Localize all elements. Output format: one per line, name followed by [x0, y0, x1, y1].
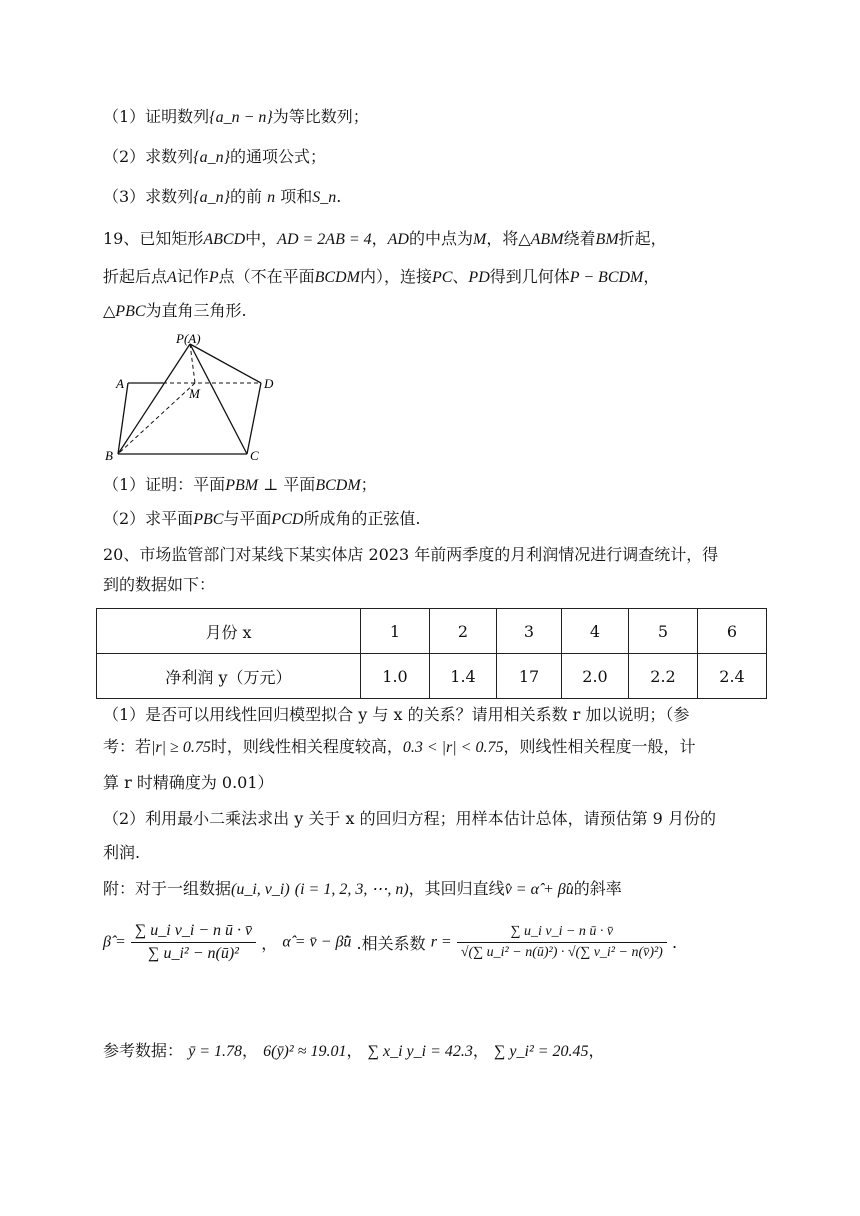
q20-intro-2: 到的数据如下：: [103, 575, 216, 594]
label-m: M: [189, 386, 200, 401]
math: BCDM: [315, 477, 361, 494]
text: 为等比数列；: [272, 107, 369, 126]
table-row: [97, 609, 767, 654]
q19-part2: [103, 508, 421, 531]
math: v̂ = α̂ + β̂u: [504, 881, 574, 898]
q20-part2-line2: 利润.: [103, 843, 141, 862]
table-cell: 2.0: [562, 654, 629, 699]
math-sequence: {a_n}: [193, 149, 230, 166]
math: ȳ = 1.78: [188, 1043, 243, 1060]
appendix-line: [103, 878, 622, 901]
text: ，: [346, 1041, 363, 1060]
math-sn: S_n: [312, 189, 337, 206]
formula-row: [103, 922, 677, 963]
text: 所成角的正弦值.: [303, 509, 421, 528]
text: .: [336, 187, 342, 206]
text: 与平面: [223, 509, 272, 528]
table-cell: 1.0: [361, 654, 430, 699]
math-sequence: {a_n}: [193, 189, 230, 206]
table-cell: 2.4: [698, 654, 767, 699]
table-cell: 1: [361, 609, 430, 654]
text: ，: [242, 1041, 259, 1060]
r-denominator: √(∑ u_i² − n(ū)²) · √(∑ v_i² − n(v̄)²): [460, 945, 663, 960]
table-cell: 17: [497, 654, 562, 699]
math: △ABM: [518, 231, 564, 248]
math: △PBC: [103, 303, 146, 320]
q20-part1-line1: （1）是否可以用线性回归模型拟合 y 与 x 的关系？请用相关系数 r 加以说明；（参: [103, 705, 690, 724]
text: （1）证明数列: [103, 107, 210, 126]
text: ，: [588, 1041, 605, 1060]
reference-data: [103, 1040, 605, 1063]
math: M: [473, 231, 487, 248]
text: 得到几何体: [489, 267, 570, 286]
math: 6(ȳ)² ≈ 19.01: [263, 1043, 347, 1060]
label-pa: P(A): [176, 331, 201, 346]
text: 为直角三角形.: [145, 301, 247, 320]
text: ；: [360, 475, 377, 494]
q19-part1: [103, 474, 377, 497]
text: 项和: [280, 187, 313, 206]
table-cell: 4: [562, 609, 629, 654]
text: 的斜率: [573, 879, 622, 898]
label-a: A: [116, 376, 124, 391]
text: 绕着: [563, 229, 596, 248]
math: |r| ≥ 0.75: [151, 739, 211, 756]
text: 的前: [229, 187, 262, 206]
text: ，则线性相关程度一般，计: [503, 737, 696, 756]
text: 点（不在平面: [218, 267, 315, 286]
text: ，: [472, 1041, 489, 1060]
math: P − BCDM: [569, 269, 644, 286]
text: （1）证明：平面: [103, 475, 226, 494]
perp-symbol: ⊥: [263, 477, 279, 494]
data-table: [96, 608, 767, 699]
text: 的通项公式；: [229, 147, 326, 166]
table-cell: 2.2: [629, 654, 698, 699]
text: （2）求平面: [103, 509, 194, 528]
text: （3）求数列: [103, 187, 194, 206]
label-c: C: [250, 448, 259, 463]
q18-part1: [103, 106, 369, 129]
math: A: [167, 269, 177, 286]
q20-part1-line2: [103, 736, 695, 759]
math: 0.3 < |r| < 0.75: [402, 739, 504, 756]
math: ∑ y_i² = 20.45: [493, 1043, 589, 1060]
beta-numerator: ∑ u_i v_i − n ū · v̄: [131, 922, 256, 943]
text: .: [671, 933, 678, 952]
table-cell: 3: [497, 609, 562, 654]
text: 中，: [245, 229, 278, 248]
text: ，将: [486, 229, 519, 248]
text: ，: [371, 229, 388, 248]
math: PD: [468, 269, 490, 286]
q20-intro-1: 20、市场监管部门对某线下某实体店 2023 年前两季度的月利润情况进行调查统计，得: [103, 545, 719, 564]
math: BCDM: [314, 269, 360, 286]
math: AD: [387, 231, 409, 248]
math-sequence: {a_n − n}: [209, 109, 273, 126]
math: (u_i, v_i): [231, 881, 290, 898]
r-symbol: r =: [430, 933, 452, 951]
math: PCD: [271, 511, 304, 528]
table-header-cell: 净利润 y（万元）: [97, 654, 361, 699]
text: 考：若: [103, 737, 152, 756]
table-cell: 1.4: [430, 654, 497, 699]
text: 记作: [176, 267, 209, 286]
math: (i = 1, 2, 3, ⋯, n): [294, 881, 409, 898]
table-header-cell: 月份 x: [97, 609, 361, 654]
q19-line3: [103, 300, 247, 323]
math-n: n: [267, 189, 276, 206]
q19-line2: [103, 266, 659, 289]
text: 折起后点: [103, 267, 168, 286]
math: BM: [595, 231, 619, 248]
math: PBC: [193, 511, 224, 528]
label-d: D: [264, 376, 274, 391]
label-b: B: [105, 448, 113, 463]
q18-part2: [103, 146, 326, 169]
beta-hat: β̂ =: [103, 933, 126, 951]
text: 内），连接: [359, 267, 432, 286]
text: 的中点为: [408, 229, 473, 248]
table-row: [97, 654, 767, 699]
math: AD = 2AB = 4: [277, 231, 372, 248]
beta-denominator: ∑ u_i² − n(ū)²: [148, 945, 239, 962]
table-cell: 6: [698, 609, 767, 654]
text: .相关系数: [356, 934, 426, 953]
r-numerator: ∑ u_i v_i − n ū · v̄: [457, 924, 667, 943]
q18-part3: [103, 186, 341, 209]
math: PC: [431, 269, 453, 286]
text: 19、已知矩形: [103, 229, 204, 248]
text: ，: [643, 267, 660, 286]
text: （2）求数列: [103, 147, 194, 166]
q20-part1-line3: 算 r 时精确度为 0.01）: [103, 773, 274, 792]
text: 参考数据：: [103, 1041, 184, 1060]
math: PBM: [225, 477, 259, 494]
math: ABCD: [203, 231, 246, 248]
text: 折起，: [618, 229, 667, 248]
r-fraction: [457, 924, 667, 961]
text: 时，则线性相关程度较高，: [210, 737, 403, 756]
text: 附：对于一组数据: [103, 879, 232, 898]
q19-line1: [103, 228, 667, 251]
text: 平面: [283, 475, 316, 494]
alpha-hat: α̂ = v̄ − β̂ū: [282, 933, 352, 951]
math: ∑ x_i y_i = 42.3: [367, 1043, 473, 1060]
q20-part2-line1: （2）利用最小二乘法求出 y 关于 x 的回归方程；用样本估计总体，请预估第 9 月份的: [103, 809, 716, 828]
text: 、: [452, 267, 469, 286]
text: ，: [261, 934, 278, 953]
table-cell: 5: [629, 609, 698, 654]
table-cell: 2: [430, 609, 497, 654]
text: ，其回归直线: [408, 879, 505, 898]
math: P: [208, 269, 219, 286]
beta-fraction: [131, 922, 256, 963]
geometry-figure: [100, 330, 290, 466]
